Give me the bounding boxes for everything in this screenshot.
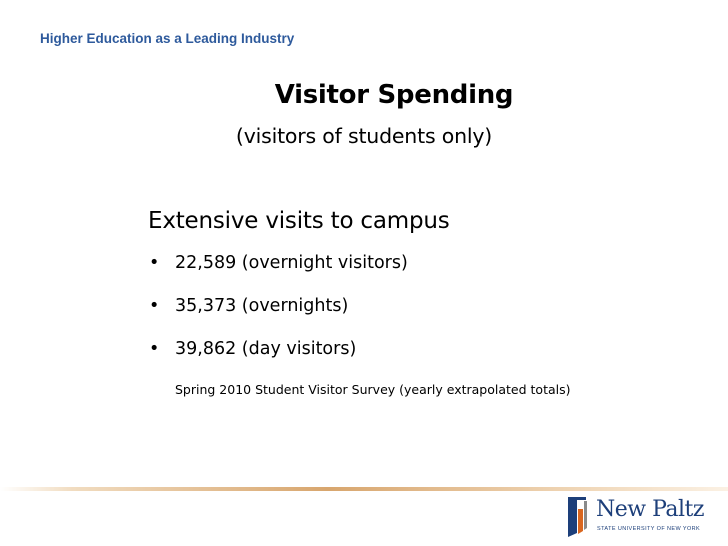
bullet-text: 22,589 (overnight visitors)	[175, 253, 408, 273]
bullet-item	[148, 253, 708, 296]
bullet-text: 35,373 (overnights)	[175, 296, 349, 316]
new-paltz-emblem-icon	[568, 497, 592, 537]
bullet-list	[148, 253, 708, 382]
bullet-dot-icon: •	[149, 296, 160, 316]
section-heading: Extensive visits to campus	[148, 208, 450, 234]
source-note: Spring 2010 Student Visitor Survey (yearly extrapolated totals)	[175, 382, 571, 397]
bullet-dot-icon: •	[149, 253, 160, 273]
slide-subtitle: (visitors of students only)	[235, 124, 493, 148]
footer-divider	[0, 487, 728, 491]
logo-wordmark: New Paltz	[596, 497, 704, 522]
slide-content	[148, 208, 708, 397]
bullet-item	[148, 296, 708, 339]
bullet-item	[148, 339, 708, 382]
slide-title: Visitor Spending	[274, 80, 514, 110]
bullet-dot-icon: •	[149, 339, 160, 359]
bullet-text: 39,862 (day visitors)	[175, 339, 357, 359]
logo-tagline: STATE UNIVERSITY OF NEW YORK	[597, 526, 701, 532]
new-paltz-logo	[568, 497, 728, 539]
header-title: Higher Education as a Leading Industry	[40, 31, 295, 46]
